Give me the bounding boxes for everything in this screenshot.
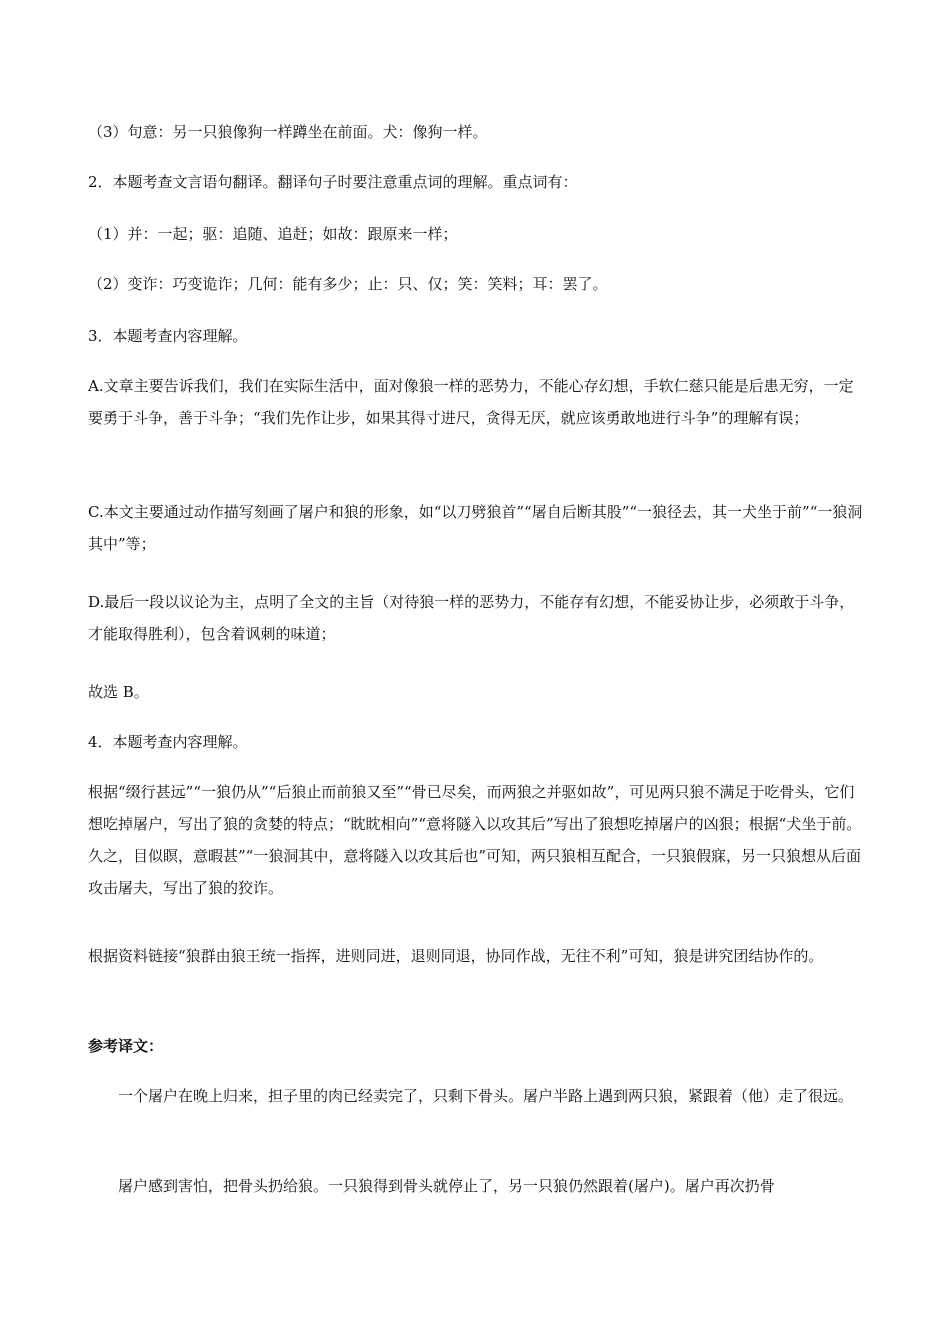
translation-heading: 参考译文： — [88, 1037, 164, 1055]
answer-3-intro: 3．本题考查内容理解。 — [88, 327, 248, 345]
answer-4-analysis: 根据“缀行甚远”“一狼仍从”“后狼止而前狼又至”“骨已尽矣，而两狼之并驱如故”，可见两只狼不满足于吃骨头，它们想吃掉屠户，写出了狼的贪婪的特点；“眈眈相向”“意将隧入以攻其后”写出了狼想吃掉屠户的凶狠；根据“犬坐于前。久之，目似瞑，意暇甚”“一狼洞其中，意将隧入以攻其后也”可知，两只狼相互配合，一只狼假寐，另一只狼想从后面攻击屠夫，写出了狼的狡诈。 — [88, 783, 862, 897]
answer-3-option-c: C.本文主要通过动作描写刻画了屠户和狼的形象，如“以刀劈狼首”“屠自后断其股”“一狼径去，其一犬坐于前”“一狼洞其中”等； — [88, 503, 863, 553]
answer-2-part-2: （2）变诈：巧变诡诈；几何：能有多少；止：只、仅；笑：笑料；耳：罢了。 — [88, 275, 608, 293]
translation-paragraph-1: 一个屠户在晚上归来，担子里的肉已经卖完了，只剩下骨头。屠户半路上遇到两只狼，紧跟着（他）走了很远。 — [118, 1087, 854, 1105]
answer-3-3-meaning: （3）句意：另一只狼像狗一样蹲坐在前面。犬：像狗一样。 — [88, 123, 488, 141]
answer-3-option-a: A.文章主要告诉我们，我们在实际生活中，面对像狼一样的恶势力，不能心存幻想，手软仁慈只能是后患无穷，一定要勇于斗争，善于斗争；“我们先作让步，如果其得寸进尺，贪得无厌，就应该勇敢地进行斗争”的理解有误； — [88, 377, 854, 427]
translation-paragraph-2: 屠户感到害怕，把骨头扔给狼。一只狼得到骨头就停止了，另一只狼仍然跟着(屠户)。屠户再次扔骨 — [118, 1177, 775, 1195]
answer-2-intro: 2．本题考查文言语句翻译。翻译句子时要注意重点词的理解。重点词有： — [88, 173, 578, 191]
answer-2-part-1: （1）并：一起；驱：追随、追赶；如故：跟原来一样； — [88, 225, 458, 243]
answer-3-option-d: D.最后一段以议论为主，点明了全文的主旨（对待狼一样的恶势力，不能存有幻想，不能妥协让步，必须敢于斗争，才能取得胜利），包含着讽刺的味道； — [88, 593, 855, 643]
answer-4-resource-link: 根据资料链接“狼群由狼王统一指挥，进则同进，退则同退，协同作战，无往不利”可知，狼是讲究团结协作的。 — [88, 947, 824, 965]
answer-4-intro: 4．本题考查内容理解。 — [88, 733, 248, 751]
answer-3-choice: 故选 B。 — [88, 683, 149, 701]
